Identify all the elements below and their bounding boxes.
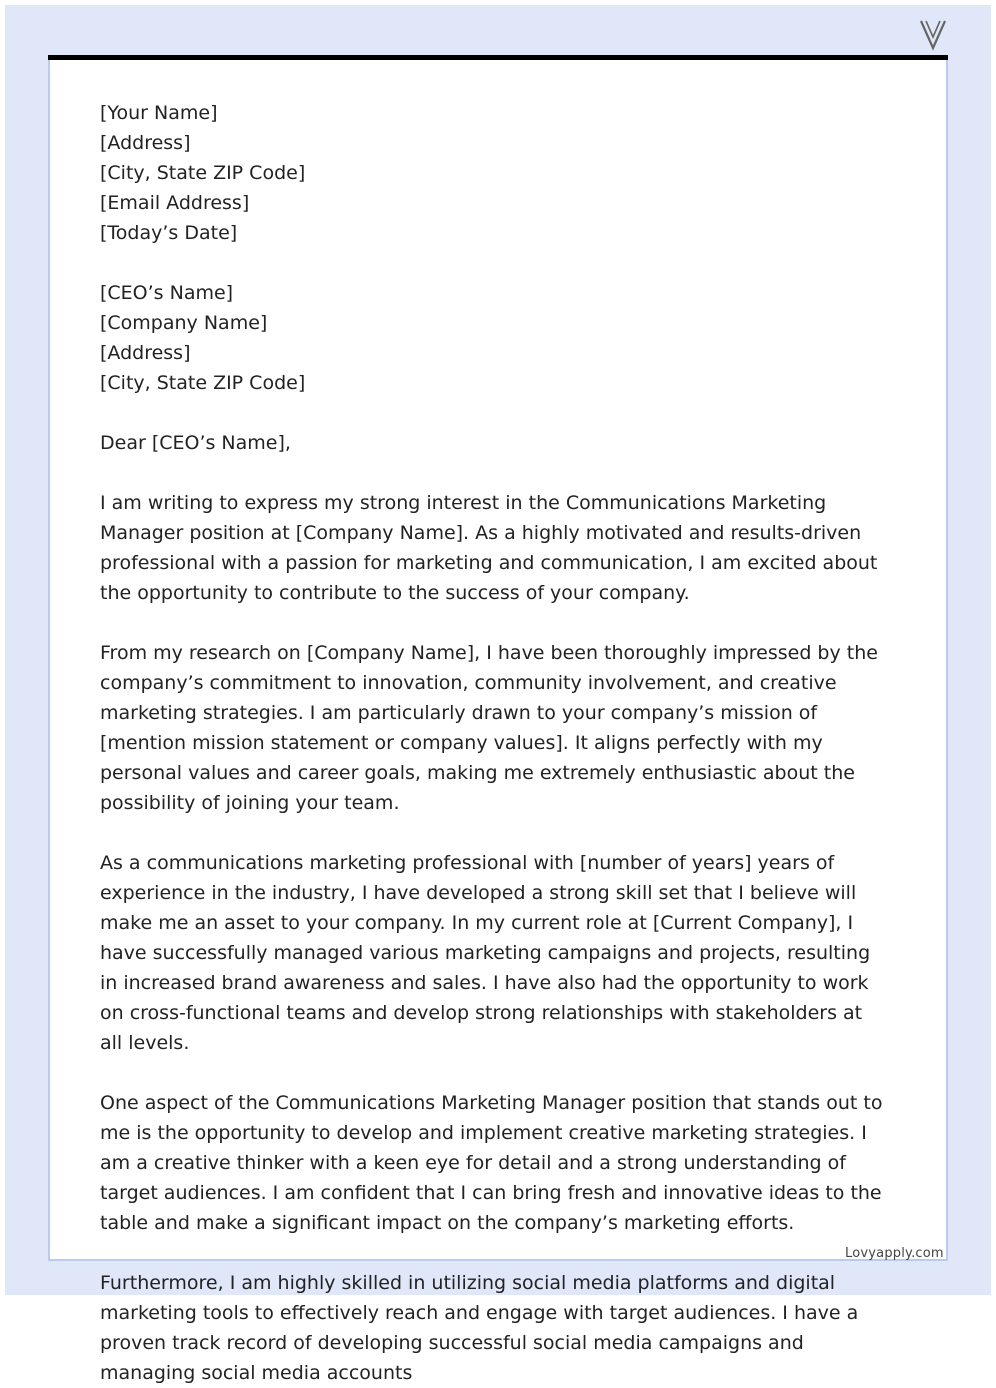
spacer (100, 248, 900, 278)
body-paragraph: From my research on [Company Name], I have been thoroughly impressed by the company’s commitment to innovation, community involvement, and creative marketing strategies. I am particularly drawn to your company’s mission of [mention mission statement or company values]. It aligns perfectly with my personal values and career goals, making me extremely enthusiastic about the possibility of joining your team. (100, 642, 878, 814)
body-paragraph: I am writing to express my strong interest in the Communications Marketing Manager position at [Company Name]. As a highly motivated and results-driven professional with a passion for marketing and communication, I am excited about the opportunity to contribute to the success of your company. (100, 492, 878, 604)
body-paragraph: As a communications marketing professional with [number of years] years of experience in the industry, I have developed a strong skill set that I believe will make me an asset to your company. In my current role at [Current Company], I have successfully managed various marketing campaigns and projects, resulting in increased brand awareness and sales. I have also had the opportunity to work on cross-functional teams and develop strong relationships with stakeholders at all levels. (100, 852, 871, 1054)
recipient-block (100, 278, 900, 398)
body-paragraph: One aspect of the Communications Marketing Manager position that stands out to me is the opportunity to develop and implement creative marketing strategies. I am a creative thinker with a keen eye for detail and a strong understanding of target audiences. I am confident that I can bring fresh and innovative ideas to the table and make a significant impact on the company’s marketing efforts. (100, 1092, 883, 1234)
recipient-city: [City, State ZIP Code] (100, 372, 306, 394)
spacer (100, 398, 900, 428)
recipient-company: [Company Name] (100, 312, 268, 334)
header-rule (48, 55, 948, 60)
sender-city: [City, State ZIP Code] (100, 162, 306, 184)
salutation: Dear [CEO’s Name], (100, 432, 291, 454)
sender-name: [Your Name] (100, 102, 218, 124)
spacer (100, 458, 900, 488)
body-paragraph: Furthermore, I am highly skilled in utilizing social media platforms and digital marketing tools to effectively reach and engage with target audiences. I have a proven track record of developing successful social media campaigns and managing social media accounts (100, 1272, 859, 1384)
brand-logo-icon (918, 18, 948, 52)
recipient-address: [Address] (100, 342, 191, 364)
sender-email: [Email Address] (100, 192, 250, 214)
recipient-name: [CEO’s Name] (100, 282, 234, 304)
cover-letter (100, 98, 900, 1384)
watermark: Lovyapply.com (845, 1246, 944, 1261)
sender-block (100, 98, 900, 248)
letter-date: [Today’s Date] (100, 222, 238, 244)
sender-address: [Address] (100, 132, 191, 154)
